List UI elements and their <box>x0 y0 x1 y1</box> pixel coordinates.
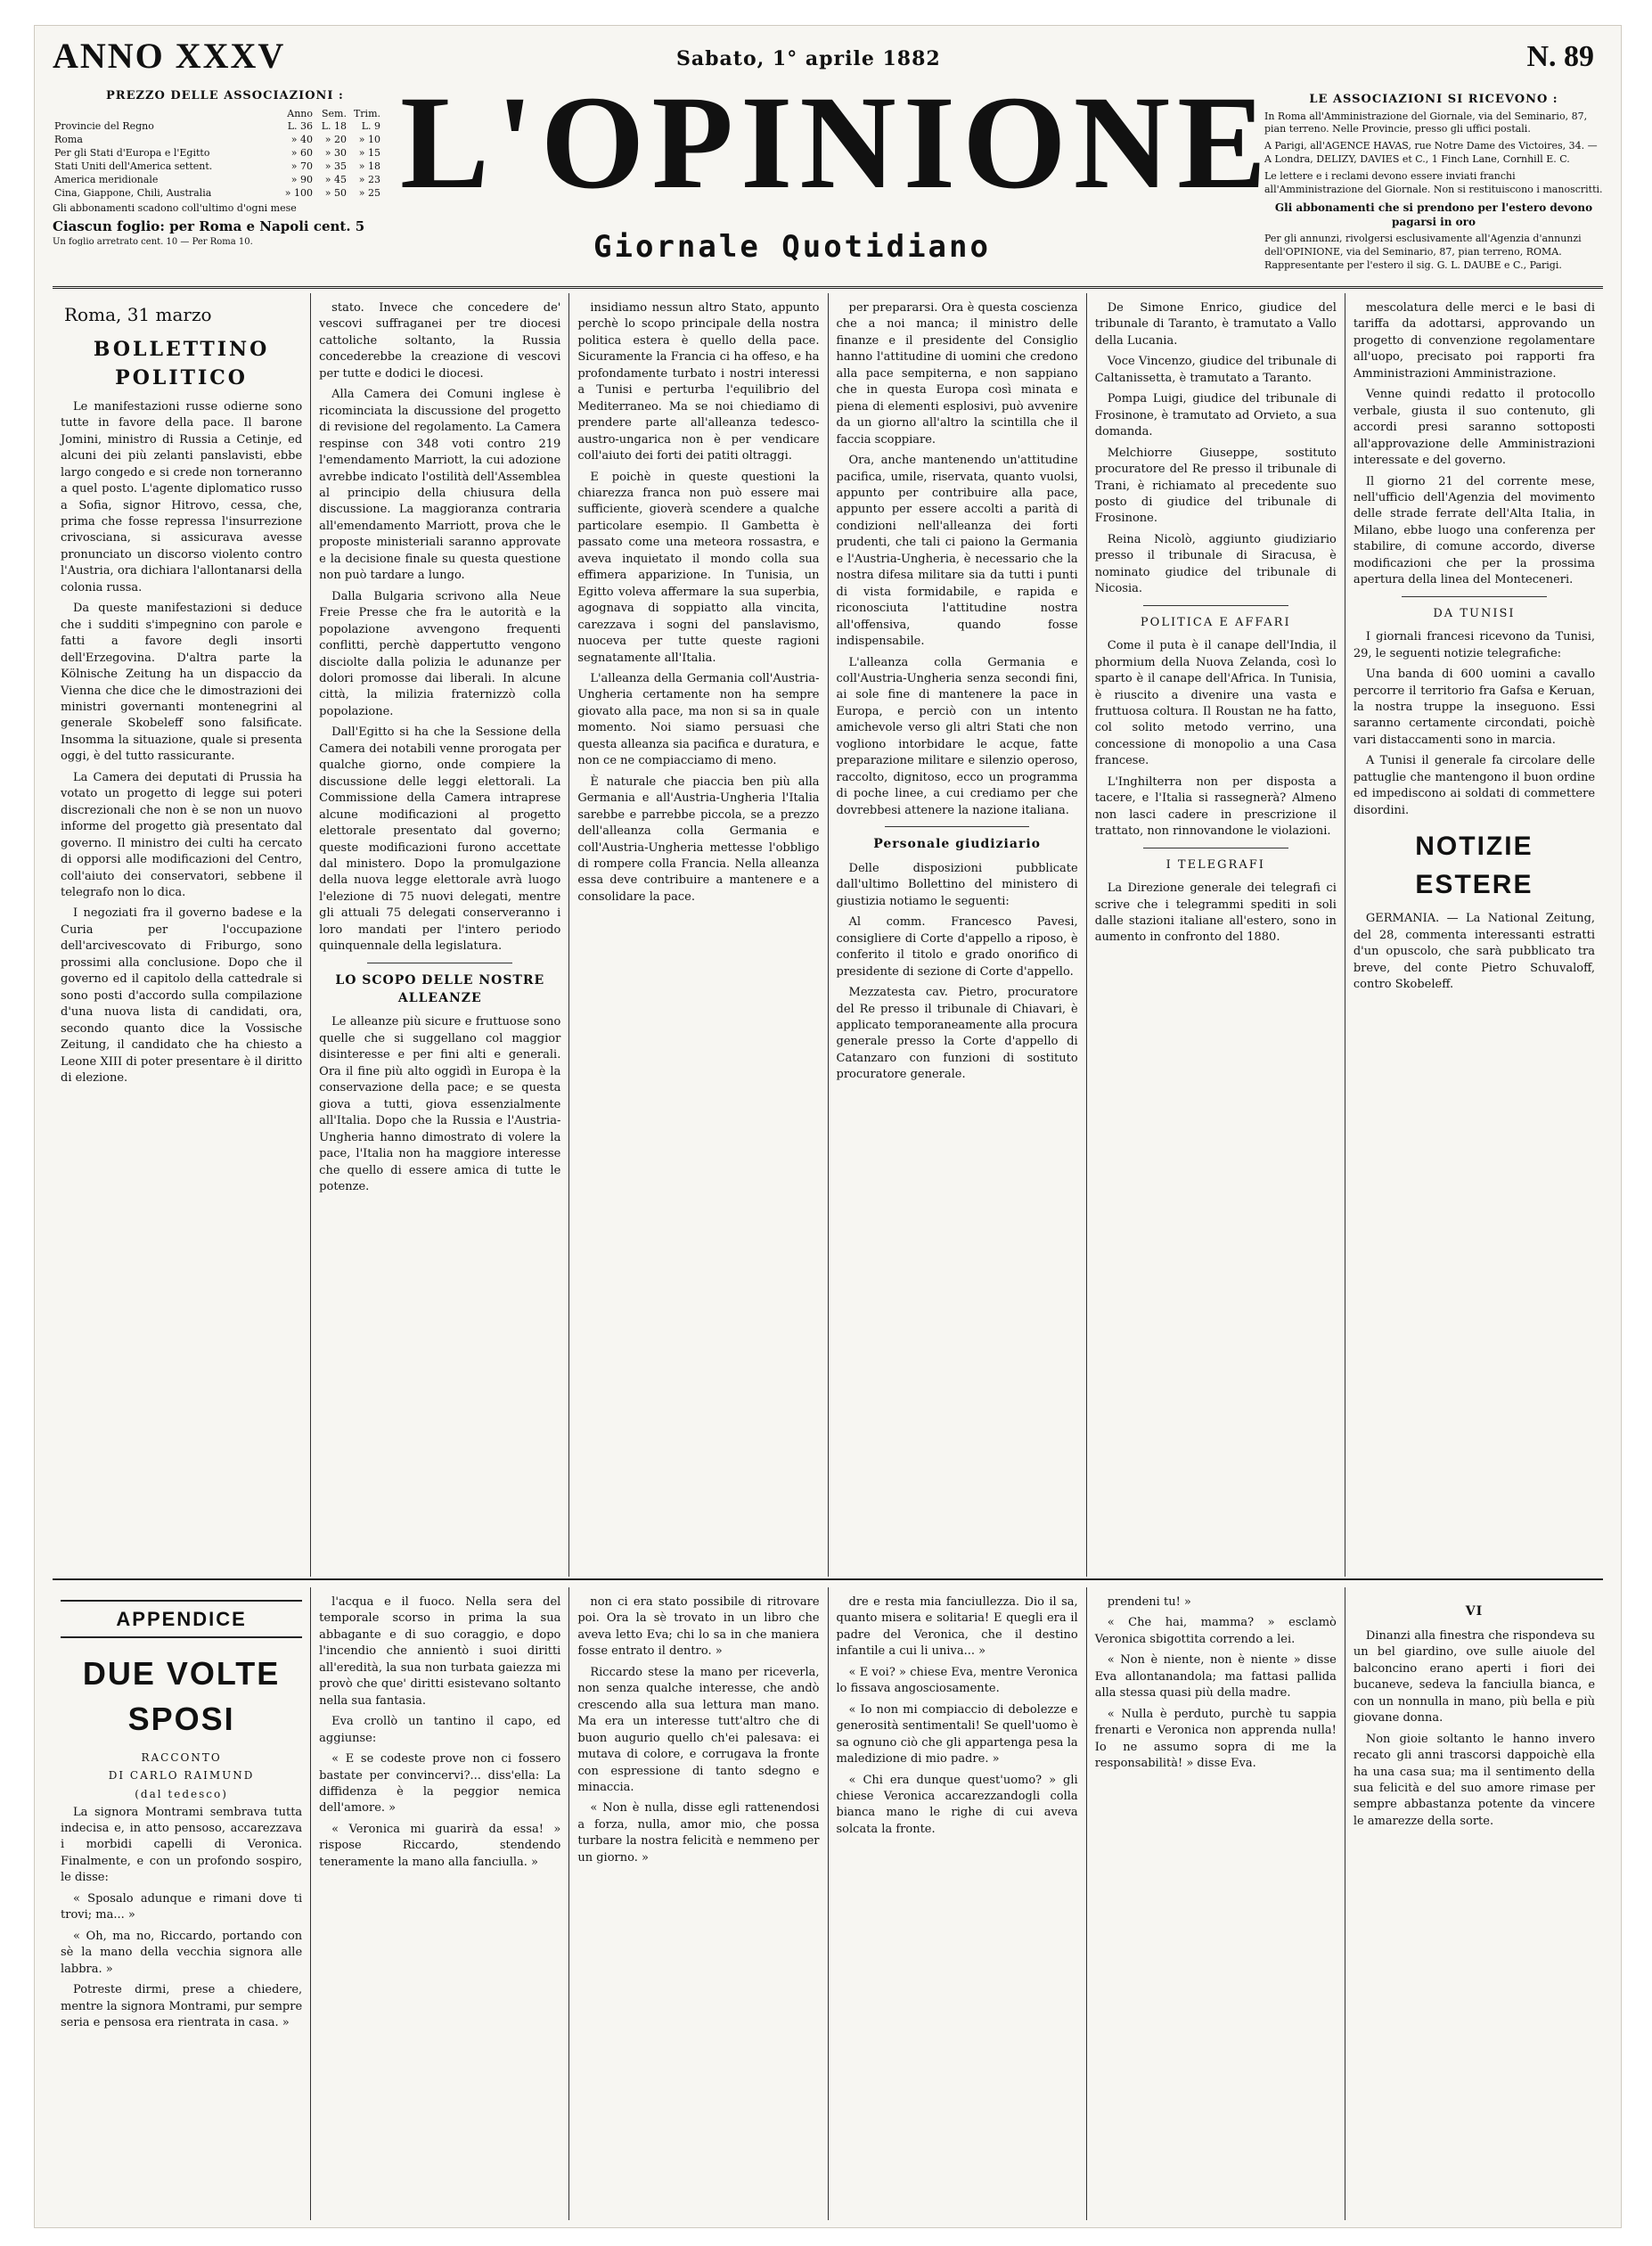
paragraph: A Tunisi il generale fa circolare delle pattuglie che mantengono il buon ordine ed impediscono ai soldati di commettere disordini. <box>1353 754 1596 817</box>
paragraph: « Nulla è perduto, purchè tu sappia frenarti e Veronica non apprenda nulla! Io ne assumo sopra di me la responsabilità! » disse Eva. <box>1094 1707 1337 1771</box>
upper-columns <box>53 293 1603 1577</box>
story-translation-note: (dal tedesco) <box>135 1787 228 1800</box>
paragraph: Dinanzi alla finestra che rispondeva su un bel giardino, ove sulle aiuole del balconcino erano aperti i fiori dei bucaneve, sedeva la fanciulla bianca, e con un nonnulla in mano, più bella e più giovane donna. <box>1353 1628 1596 1725</box>
column-1 <box>53 293 311 1577</box>
paragraph: Ora, anche mantenendo un'attitudine pacifica, umile, riservata, quanto vuolsi, appunto per contribuire alla pace, appunto per essere accolti a parità di condizioni nell'alleanza dei forti prudenti, che tali ci paiono la Germania e l'Austria-Ungheria, è necessario che la nostra difesa militare sia da tutti i punti di vista formidabile, e rapida e riconosciuta l'attitudine nostra all'offensiva, quando fosse indispensabile. <box>836 454 1078 649</box>
chapter-number: VI <box>1465 1604 1484 1619</box>
paragraph: « E se codeste prove non ci fossero bastate per convincervi?... diss'ella: La diffidenza è la peggior nemica dell'amore. » <box>319 1752 561 1816</box>
paragraph: « Non è nulla, disse egli rattenendosi a forza, nulla, amor mio, che possa turbare la nostra felicità e nemmeno per un giorno. » <box>577 1801 820 1865</box>
paragraph: Da queste manifestazioni si deduce che i sudditi s'impegnino con parole e fatti a favore degli insorti dell'Erzegovina. D'altra parte la Kölnische Zeitung ha un dispaccio da Vienna che dice che le dimostrazioni dei ministri governanti montenegrini al generale Skobeleff sono falsificate. Insomma la situazione, quale si presenta oggi, è del tutto rassicurante. <box>61 602 303 764</box>
section-heading-personale: Personale giudiziario <box>873 837 1041 852</box>
divider <box>885 826 1030 827</box>
subscription-prices <box>53 88 382 248</box>
paragraph: per prepararsi. Ora è questa coscienza che a noi manca; il ministro delle finanze e il presidente del Consiglio hanno l'attitudine di uomini che credono alla pace sempiterna, e non sappiano che in questa Europa così minata e piena di elementi esplosivi, può avvenire da un giorno all'altro la scintilla che il faccia scoppiare. <box>836 301 1078 447</box>
story-title: DUE VOLTE SPOSI <box>82 1655 281 1738</box>
paragraph: Eva crollò un tantino il capo, ed aggiunse: <box>319 1715 561 1745</box>
gold-payment-notice: Gli abbonamenti che si prendono per l'estero devono pagarsi in oro <box>1274 201 1593 228</box>
masthead-rule <box>53 286 1603 289</box>
single-copy-price: Ciascun foglio: per Roma e Napoli cent. 5 <box>53 218 365 235</box>
subscription-row: Cina, Giappone, Chili, Australia » 100 » 50 » 25 <box>54 186 380 199</box>
paragraph: Melchiorre Giuseppe, sostituto procuratore del Re presso il tribunale di Trani, è richiamato al precedente suo posto di giudice del tribunale di Frosinone. <box>1094 446 1337 526</box>
paragraph: Il giorno 21 del corrente mese, nell'ufficio dell'Agenzia del movimento delle strade ferrate dell'Alta Italia, in Milano, ebbe luogo una conferenza per stabilire, di comune accordo, diverse modificazioni che per la prossima apertura della linea del Monteceneri. <box>1353 474 1596 587</box>
issue-number: N. 89 <box>1526 40 1594 73</box>
paragraph: Riccardo stese la mano per riceverla, non senza qualche interesse, che andò crescendo alla sua lettura man mano. Ma era un interesse tutt'altro che di buon augurio quello ch'ei palesava: ei mutava di colore, e corrugava la fronte con espressione di tanto sdegno e minaccia. <box>577 1665 820 1794</box>
paragraph: Dall'Egitto si ha che la Sessione della Camera dei notabili venne prorogata per qualche giorno, onde compiere la discussione delle leggi elettorali. La Commissione della Camera intraprese alcune modificazioni al progetto elettorale presentato dal governo; queste modificazioni furono accettate dal ministero. Dopo la promulgazione della nuova legge elettorale avrà luogo l'elezione di 75 nuovi delegati, mentre gli attuali 75 delegati conserveranno i loro mandati per l'intero periodo quinquennale della legislatura. <box>319 725 561 954</box>
paragraph: insidiamo nessun altro Stato, appunto perchè lo scopo principale della nostra politica estera è quello della pace. Sicuramente la Francia ci ha offeso, e ha profondamente turbato i nostri interessi a Tunisi e perturba l'equilibrio del Mediterraneo. Ma se noi chiediamo di prendere parte all'alleanza tedesco-austro-ungarica non è per vendicare coll'aiuto dei forti dei patiti oltraggi. <box>577 301 820 463</box>
divider <box>1402 596 1547 597</box>
paragraph: « Chi era dunque quest'uomo? » gli chiese Veronica accarezzandogli colla bianca mano le righe di cui aveva solcata la fronte. <box>836 1773 1078 1836</box>
paragraph: I giornali francesi ricevono da Tunisi, 29, le seguenti notizie telegrafiche: <box>1353 630 1596 660</box>
section-heading-notizie-estere: NOTIZIE ESTERE <box>1415 832 1533 899</box>
paragraph: l'acqua e il fuoco. Nella sera del temporale scorso in prima la sua abbagante e di suo coraggio, e dopo l'incendio che annientò i suoi diritti all'eredità, la sua non turbata gaiezza mi provò che que' diritti esistevano soltanto nella sua fantasia. <box>319 1595 561 1708</box>
section-heading-telegrafi: I TELEGRAFI <box>1165 857 1265 872</box>
column-4 <box>829 293 1087 1577</box>
subscription-row: Provincie del Regno L. 36 L. 18 L. 9 <box>54 120 380 133</box>
subscription-note: Gli abbonamenti scadono coll'ultimo d'ogni mese <box>53 202 297 215</box>
subscription-row: Roma » 40 » 20 » 10 <box>54 134 380 146</box>
subscription-row: America meridionale » 90 » 45 » 23 <box>54 173 380 185</box>
subscription-header-row: Anno Sem. Trim. <box>287 107 380 119</box>
paragraph: Come il puta è il canape dell'India, il phormium della Nuova Zelanda, così lo sparto è il canape dell'Africa. In Tunisia, è riuscito a divenire una vasta e fruttuosa coltura. Il Roustan ne ha fatto, col solito metodo verrino, una concessione di monopolio a una Casa francese. <box>1094 639 1337 768</box>
paragraph: dre e resta mia fanciullezza. Dio il sa, quanto misera e solitaria! E quegli era il padre del Veronica, che il destino infantile a cui li univa... » <box>836 1595 1078 1659</box>
paragraph: La Direzione generale dei telegrafi ci scrive che i telegrammi spediti in soli dalle stazioni italiane all'estero, sono in aumento in confronto del 1880. <box>1094 881 1337 945</box>
paragraph: I negoziati fra il governo badese e la Curia per l'occupazione dell'arcivescovato di Friburgo, sono prossimi alla conclusione. Dopo che il governo ed il capitolo della cattedrale si sono posti d'accordo sulla compilazione d'una nuova lista di candidati, ora, secondo quanto dice la Vossische Zeitung, il candidato che ha chiesto a Leone XIII di poter presentare è il diritto di elezione. <box>61 906 303 1085</box>
newspaper-title: L'OPINIONE <box>400 69 1274 217</box>
appendix-column-5 <box>1087 1587 1345 2220</box>
paragraph: mescolatura delle merci e le basi di tariffa da adottarsi, approvando un progetto di convenzione regolamentare all'uopo, precisato poi rapporti fra Amministrazioni Amministrazione. <box>1353 301 1596 381</box>
paragraph: non ci era stato possibile di ritrovare poi. Ora la sè trovato in un libro che aveva letto Eva; chi lo sa in che maniera fosse entrato il dentro. » <box>577 1595 820 1659</box>
section-heading-bollettino: BOLLETTINO POLITICO <box>93 338 270 389</box>
story-genre: RACCONTO <box>141 1751 222 1765</box>
lower-columns <box>53 1587 1603 2220</box>
paragraph: Una banda di 600 uomini a cavallo percorre il territorio fra Gafsa e Keruan, la nostra truppe la inseguono. Essi saranno certamente circondati, poichè vari distaccamenti sono in marcia. <box>1353 668 1596 747</box>
paragraph: Reina Nicolò, aggiunto giudiziario presso il tribunale di Siracusa, è nominato giudice del tribunale di Nicosia. <box>1094 532 1337 596</box>
paragraph: prendeni tu! » <box>1107 1595 1191 1609</box>
story-author: DI CARLO RAIMUND <box>108 1769 255 1783</box>
newspaper-page <box>34 25 1622 2228</box>
paragraph: Voce Vincenzo, giudice del tribunale di Caltanissetta, è tramutato a Taranto. <box>1094 355 1337 385</box>
paragraph: L'alleanza colla Germania e coll'Austria-Ungheria senza secondi fini, ai sole fine di mantenere la pace in Europa, e perciò con un intento amichevole verso gli altri Stati che non vogliono intorbidare le acque, fatte preparazione militare e silenzio operoso, raccolto, dignitoso, ecco un programma di poche linee, a cui crediamo per che dovrebbesi attenere la nazione italiana. <box>836 655 1078 817</box>
paragraph: GERMANIA. — La National Zeitung, del 28, commenta interessanti estratti d'un opuscolo, che sarà pubblicato tra breve, del conte Pietro Schuvaloff, contro Skobeleff. <box>1353 912 1596 992</box>
paragraph: Potreste dirmi, prese a chiedere, mentre la signora Montrami, pur sempre seria e pensosa era rientrata in casa. » <box>61 1983 303 2029</box>
issue-date: Sabato, 1° aprile 1882 <box>676 47 941 70</box>
offices-heading: LE ASSOCIAZIONI SI RICEVONO : <box>1309 93 1558 106</box>
section-heading-politica-affari: POLITICA E AFFARI <box>1140 615 1291 629</box>
paragraph: « Non è niente, non è niente » disse Eva allontanandola; ma fattasi pallida alla stessa quasi più della madre. <box>1094 1653 1337 1701</box>
appendix-column-6 <box>1345 1587 1603 2220</box>
newspaper-subtitle: Giornale Quotidiano <box>593 229 991 265</box>
paragraph: È naturale che piaccia ben più alla Germania e all'Austria-Ungheria l'Italia sarebbe e parrebbe piccola, se a prezzo dell'alleanza colla Germania e coll'Austria-Ungheria mettesse l'obbligo di rompere colla Francia. Nella alleanza essa deve contribuire a mantenere e a consolidare la pace. <box>577 775 820 904</box>
column-5 <box>1087 293 1345 1577</box>
paragraph: « E voi? » chiese Eva, mentre Veronica lo fissava angosciosamente. <box>836 1665 1078 1696</box>
appendix-column-3 <box>569 1587 828 2220</box>
column-6 <box>1345 293 1603 1577</box>
offices-line: A Parigi, all'AGENCE HAVAS, rue Notre Dame des Victoires, 34. — A Londra, DELIZY, DAVIES et C., 1 Finch Lane, Cornhill E. C. <box>1264 140 1598 166</box>
subscription-offices <box>1264 92 1603 276</box>
paragraph: E poichè in queste questioni la chiarezza franca non può essere mai sufficiente, gioverà scendere a qualche particolare esempio. Il Gambetta è passato come una meteora rossastra, e aveva inquietato il mondo colla sua effimera apparizione. In Tunisia, un Egitto voleva affermare la sua superbia, agognava di soppiatto alla vincita, carezzava i sogni del panslavismo, nuoceva per tutte queste ragioni segnatamente all'Italia. <box>577 470 820 665</box>
volume-year: ANNO XXXV <box>53 36 286 76</box>
paragraph: Al comm. Francesco Pavesi, consigliere di Corte d'appello a riposo, è conferito il titolo e grado onorifico di presidente di sezione di Corte d'appello. <box>836 915 1078 979</box>
paragraph: Alla Camera dei Comuni inglese è ricominciata la discussione del progetto di revisione del regolamento. La Camera respinse con 348 voti contro 219 l'emendamento Marriott, la cui adozione avrebbe indicato l'ostilità dell'Assemblea al principio della chiusura della discussione. La maggioranza contraria all'emendamento Marriott, prova che le proposte ministeriali saranno approvate e la decisione finale su questa questione non può tardare a lungo. <box>319 388 561 583</box>
back-issue-price: Un foglio arretrato cent. 10 — Per Roma 10. <box>53 236 253 247</box>
paragraph: Delle disposizioni pubblicate dall'ultimo Bollettino del ministero di giustizia notiamo le seguenti: <box>836 861 1078 908</box>
paragraph: « Veronica mi guarirà da essa! » rispose Riccardo, stendendo teneramente la mano alla fanciulla. » <box>319 1822 561 1869</box>
paragraph: L'alleanza della Germania coll'Austria-Ungheria certamente non ha sempre giovato alla pace, ma non si sa in quale momento. Noi siamo persuasi che questa alleanza sia pacifica e duratura, e non ce ne compiacciamo di meno. <box>577 671 820 768</box>
appendix-heading: APPENDICE <box>61 1600 302 1638</box>
paragraph: « Io non mi compiaccio di debolezze e generosità sentimentali! Se quell'uomo è sa ognuno ciò che gli appartenga pesa la maledizione di mio padre. » <box>836 1702 1078 1766</box>
divider <box>1143 605 1288 606</box>
subscription-row: Per gli Stati d'Europa e l'Egitto » 60 » 30 » 15 <box>54 147 380 160</box>
paragraph: stato. Invece che concedere de' vescovi suffraganei per tre diocesi cattoliche soltanto, la Russia concederebbe la creazione di vescovi per tutte e dodici le diocesi. <box>319 301 561 381</box>
subscription-heading: PREZZO DELLE ASSOCIAZIONI : <box>106 89 344 102</box>
advertising-notice: Per gli annunzi, rivolgersi esclusivamente all'Agenzia d'annunzi dell'OPINIONE, via del Seminario, 87, pian terreno, ROMA. Rappresentante per l'estero il sig. G. L. DAUBE e C., Parigi. <box>1264 232 1582 271</box>
paragraph: « Sposalo adunque e rimani dove ti trovi; ma... » <box>61 1891 303 1922</box>
paragraph: Mezzatesta cav. Pietro, procuratore del Re presso il tribunale di Chiavari, è applicato temporaneamente alla procura generale presso la Corte d'appello di Catanzaro con funzioni di sostituto procuratore generale. <box>836 986 1078 1082</box>
column-3 <box>569 293 828 1577</box>
paragraph: Dalla Bulgaria scrivono alla Neue Freie Presse che fra le autorità e la popolazione avvengono frequenti conflitti, perchè dappertutto vengono disciolte dalla polizia le adunanze per dolori promosse dai liberali. In alcune città, la milizia fraternizzò colla popolazione. <box>319 589 561 718</box>
paragraph: De Simone Enrico, giudice del tribunale di Taranto, è tramutato a Vallo della Lucania. <box>1094 301 1337 348</box>
appendix-column-2 <box>311 1587 569 2220</box>
subscription-table <box>53 108 382 201</box>
paragraph: Pompa Luigi, giudice del tribunale di Frosinone, è tramutato ad Orvieto, a sua domanda. <box>1094 392 1337 439</box>
paragraph: Le alleanze più sicure e fruttuose sono quelle che si suggellano col maggior disinteresse e per fini alti e generali. Ora il fine più alto oggidì in Europa è la conservazione della pace; e se questa giova a tutti, giova essenzialmente all'Italia. Dopo che la Russia e l'Austria-Ungheria hanno dimostrato di volere la pace, l'Italia non ha maggiore interesse che quello di essere amica di tutte le potenze. <box>319 1015 561 1193</box>
section-heading-alleanze: LO SCOPO DELLE NOSTRE ALLEANZE <box>335 972 545 1005</box>
paragraph: Le manifestazioni russe odierne sono tutte in favore della pace. Il barone Jomini, ministro di Russia a Cetinje, ed alcuni dei più zelanti panslavisti, ebbe largo congedo e si crede non torneranno a quel posto. L'agente diplomatico russo a Sofia, signor Hitrovo, cessa, che, prima che fosse repressa l'insurrezione crivosciana, si assicurava avesse pronunciato un discorso violento contro l'Austria, ora dichiara l'allontanarsi della colonia russa. <box>61 399 303 594</box>
paragraph: Venne quindi redatto il protocollo verbale, giusta il suo contenuto, gli accordi presi saranno sottoposti all'approvazione delle Amministrazioni interessate e del governo. <box>1353 388 1596 468</box>
appendix-column-1 <box>53 1587 311 2220</box>
subscription-row: Stati Uniti dell'America settent. » 70 » 35 » 18 <box>54 160 380 172</box>
paragraph: L'Inghilterra non per disposta a tacere, e l'Italia si rassegnerà? Almeno non lasci cadere in prescrizione il trattato, non rinnovandone le violazioni. <box>1094 775 1337 839</box>
paragraph: Non gioie soltanto le hanno invero recato gli anni trascorsi dappoichè ella ha una casa sua; ma il sentimento della sua felicità e del suo amore rimase per sempre abbastanza potente da vincere le amarezze della sorte. <box>1353 1732 1596 1828</box>
dateline: Roma, 31 marzo <box>64 304 212 325</box>
offices-line: Le lettere e i reclami devono essere inviati franchi all'Amministrazione del Giornale. Non si restituiscono i manoscritti. <box>1264 169 1603 195</box>
paragraph: La signora Montrami sembrava tutta indecisa e, in atto pensoso, accarezzava i morbidi capelli di Veronica. Finalmente, e con un profondo sospiro, le disse: <box>61 1805 303 1885</box>
paragraph: La Camera dei deputati di Prussia ha votato un progetto di legge sui poteri discrezionali che non è se non un nuovo informe del progetto già presentato dal governo. Il ministro dei culti ha cercato di opporsi alle modificazioni del Centro, coll'aiuto dei conservatori, sebbene il telegrafo non lo dica. <box>61 770 303 899</box>
section-heading-tunisi: DA TUNISI <box>1433 606 1516 620</box>
appendix-rule <box>53 1578 1603 1580</box>
paragraph: « Che hai, mamma? » esclamò Veronica sbigottita correndo a lei. <box>1094 1616 1337 1646</box>
appendix-column-4 <box>829 1587 1087 2220</box>
column-2 <box>311 293 569 1577</box>
offices-line: In Roma all'Amministrazione del Giornale, via del Seminario, 87, pian terreno. Nelle Provincie, presso gli uffici postali. <box>1264 110 1588 135</box>
paragraph: « Oh, ma no, Riccardo, portando con sè la mano della vecchia signora alle labbra. » <box>61 1929 303 1976</box>
